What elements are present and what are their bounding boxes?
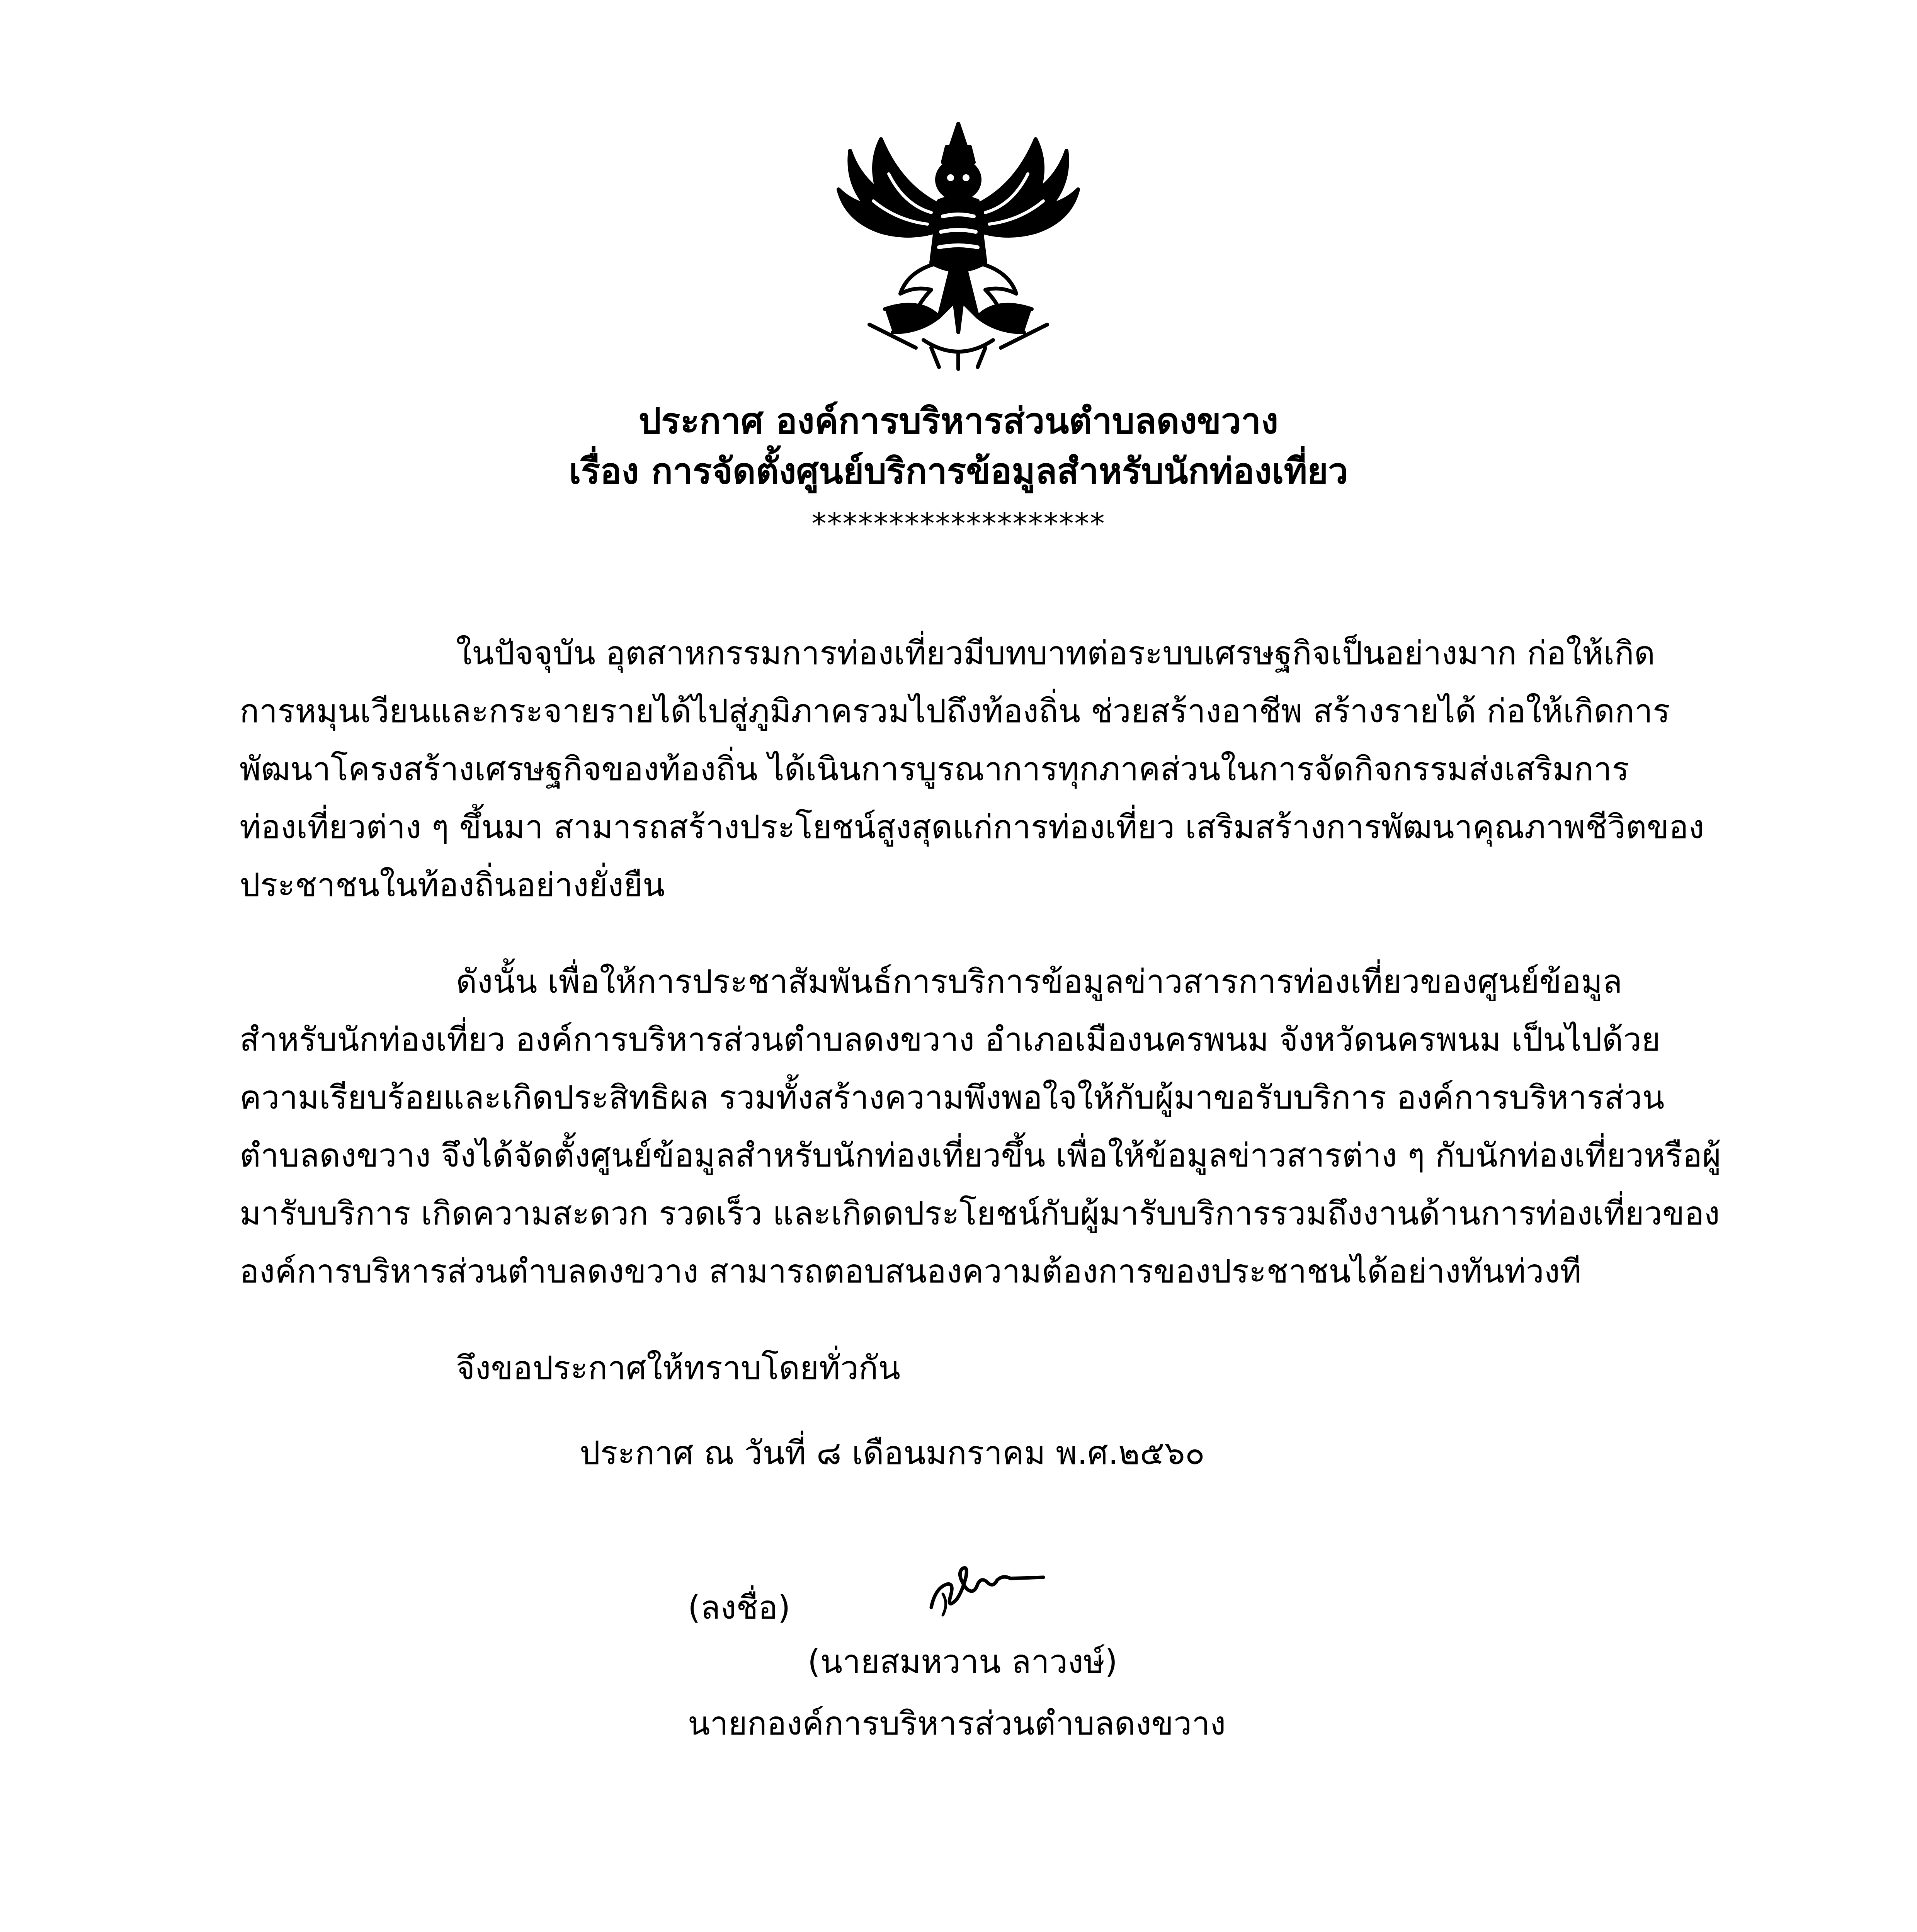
paragraph-line: ตำบลดงขวาง จึงได้จัดตั้งศูนย์ข้อมูลสำหรับนักท่องเที่ยวขึ้น เพื่อให้ข้อมูลข่าวสารต่าง ๆ กับนักท่องเที่ยวหรือผู้ (240, 1136, 1721, 1174)
paragraph-line: ดังนั้น เพื่อให้การประชาสัมพันธ์การบริการข้อมูลข่าวสารการท่องเที่ยวของศูนย์ข้อมูล (456, 963, 1623, 1000)
document-title: ประกาศ องค์การบริหารส่วนตำบลดงขวาง (638, 400, 1279, 442)
garuda-emblem-icon (823, 116, 1094, 371)
announcement-date: ประกาศ ณ วันที่ ๘ เดือนมกราคม พ.ศ.๒๕๖๐ (580, 1434, 1205, 1472)
paragraph-line: ประชาชนในท้องถิ่นอย่างยั่งยืน (240, 866, 665, 904)
document-subject: เรื่อง การจัดตั้งศูนย์บริการข้อมูลสำหรับนักท่องเที่ยว (569, 451, 1348, 492)
paragraph-line: มารับบริการ เกิดความสะดวก รวดเร็ว และเกิดดประโยชน์กับผู้มารับบริการรวมถึงงานด้านการท่องเที่ยวของ (240, 1194, 1720, 1232)
paragraph-line: พัฒนาโครงสร้างเศรษฐกิจของท้องถิ่น ได้เนินการบูรณาการทุกภาคส่วนในการจัดกิจกรรมส่งเสริมการ (240, 750, 1630, 788)
paragraph-line: การหมุนเวียนและกระจายรายได้ไปสู่ภูมิภาครวมไปถึงท้องถิ่น ช่วยสร้างอาชีพ สร้างรายได้ ก่อให้เกิดการ (240, 692, 1670, 730)
paragraph-line: ในปัจจุบัน อุตสาหกรรมการท่องเที่ยวมีบทบาทต่อระบบเศรษฐกิจเป็นอย่างมาก ก่อให้เกิด (456, 634, 1655, 672)
signature-label: (ลงชื่อ) (688, 1588, 791, 1626)
paragraph-line: สำหรับนักท่องเที่ยว องค์การบริหารส่วนตำบลดงขวาง อำเภอเมืองนครพนม จังหวัดนครพนม เป็นไปด้วย (240, 1020, 1661, 1058)
signer-position: นายกองค์การบริหารส่วนตำบลดงขวาง (688, 1704, 1226, 1742)
title-separator: ******************* (811, 506, 1106, 541)
signer-name: (นายสมหวาน ลาวงษ์) (808, 1643, 1118, 1680)
paragraph-line: องค์การบริหารส่วนตำบลดงขวาง สามารถตอบสนองความต้องการของประชาชนได้อย่างทันท่วงที (240, 1252, 1582, 1290)
closing-statement: จึงขอประกาศให้ทราบโดยทั่วกัน (456, 1349, 901, 1387)
handwritten-signature (920, 1542, 1051, 1631)
paragraph-line: ท่องเที่ยวต่าง ๆ ขึ้นมา สามารถสร้างประโยชน์สูงสุดแก่การท่องเที่ยว เสริมสร้างการพัฒนาคุณภาพชีวิตของ (240, 808, 1704, 846)
paragraph-line: ความเรียบร้อยและเกิดประสิทธิผล รวมทั้งสร้างความพึงพอใจให้กับผู้มาขอรับบริการ องค์การบริหารส่วน (240, 1078, 1665, 1116)
